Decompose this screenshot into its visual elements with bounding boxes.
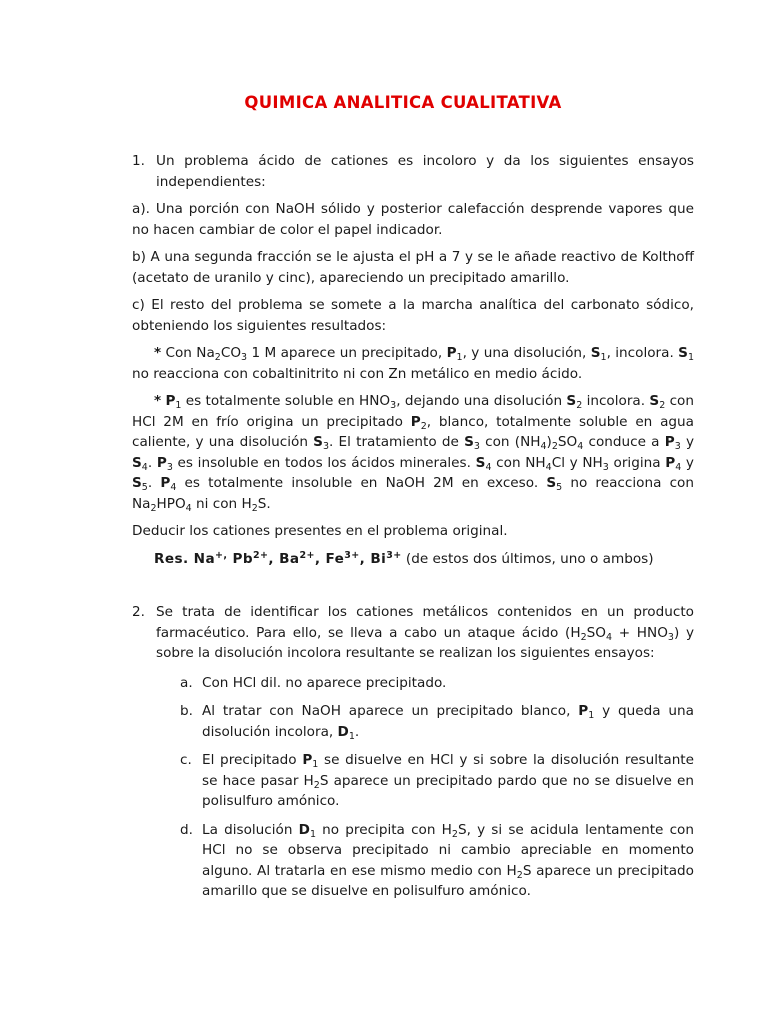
item-text: Con HCl dil. no aparece precipitado. <box>202 674 447 691</box>
question-1-part-c: c) El resto del problema se somete a la marcha analítica del carbonato sódico, obteniendo los siguientes resultados: <box>132 297 694 334</box>
question-2-item-d <box>180 820 694 902</box>
question-1-result-1: * Con $Na_2CO_3$ 1 M aparece un precipitado, $P_1$, y una disolución, $S_1$, incolora. $S_1$ no reacciona con cobaltinitrito ni con Zn metálico en medio ácido. <box>132 345 694 382</box>
question-2-item-a <box>180 673 694 694</box>
item-text: El precipitado $P_1$ se disuelve en HCl y si sobre la disolución resultante se hace pasar $H_2S$ aparece un precipitado pardo que no se disuelve en polisulfuro amónico. <box>202 752 694 809</box>
item-label: b. <box>180 703 193 719</box>
question-1-part-b: b) A una segunda fracción se le ajusta el pH a 7 y se le añade reactivo de Kolthoff (acetato de uranilo y cinc), apareciendo un precipitado amarillo. <box>132 249 694 286</box>
question-2-text: Se trata de identificar los cationes metálicos contenidos en un producto farmacéutico. Para ello, se lleva a cabo un ataque ácido $(H_2SO_4 + HNO_3)$ y sobre la disolución incolora resultante se realizan los siguientes ensayos: <box>156 604 695 661</box>
question-2-list <box>132 673 694 902</box>
question-2-item-b <box>180 701 694 742</box>
question-2-number: 2. <box>132 604 145 620</box>
document-body <box>132 151 694 910</box>
question-1-number: 1. <box>132 153 145 169</box>
item-label: c. <box>180 752 192 768</box>
question-1-answer: Res. Na+, $Pb^{2+}$, $Ba^{2+}$, $Fe^{3+}$, $Bi^{3+}$ (de estos dos últimos, uno o ambos) <box>154 549 654 567</box>
question-1-result-2: * $P_1$ es totalmente soluble en $HNO_3$, dejando una disolución $S_2$ incolora. $S_2$ con HCl 2M en frío origina un precipitado $P_2$, blanco, totalmente soluble en agua caliente, y una disolución $S_3$. El tratamiento de $S_3$ con $(NH_4)_2SO_4$ conduce a $P_3$ y $S_4$. $P_3$ es insoluble en todos los ácidos minerales. $S_4$ con $NH_4Cl$ y $NH_3$ origina $P_4$ y $S_5$. $P_4$ es totalmente insoluble en NaOH 2M en exceso. $S_5$ no reacciona con $Na_2HPO_4$ ni con $H_2S$. <box>132 393 694 514</box>
question-1-text: Un problema ácido de cationes es incoloro y da los siguientes ensayos independientes: <box>156 153 694 190</box>
document-title: QUIMICA ANALITICA CUALITATIVA <box>244 93 562 112</box>
question-1-deduce: Deducir los cationes presentes en el problema original. <box>132 523 508 539</box>
question-2-item-c <box>180 750 694 812</box>
answer-note: (de estos dos últimos, uno o ambos) <box>405 550 654 567</box>
question-2-intro <box>132 602 694 664</box>
item-text: La disolución $D_1$ no precipita con $H_2S$, y si se acidula lentamente con HCl no se observa precipitado ni cambio apreciable en momento alguno. Al tratarla en ese mismo medio con $H_2S$ aparece un precipitado amarillo que se disuelve en polisulfuro amónico. <box>202 821 694 899</box>
item-label: a. <box>180 674 193 691</box>
item-label: d. <box>180 821 193 838</box>
question-1-intro <box>132 151 694 192</box>
question-1-part-a: a). Una porción con NaOH sólido y posterior calefacción desprende vapores que no hacen cambiar de color el papel indicador. <box>132 201 694 238</box>
item-text: Al tratar con NaOH aparece un precipitado blanco, $P_1$ y queda una disolución incolora, $D_1$. <box>202 703 694 742</box>
